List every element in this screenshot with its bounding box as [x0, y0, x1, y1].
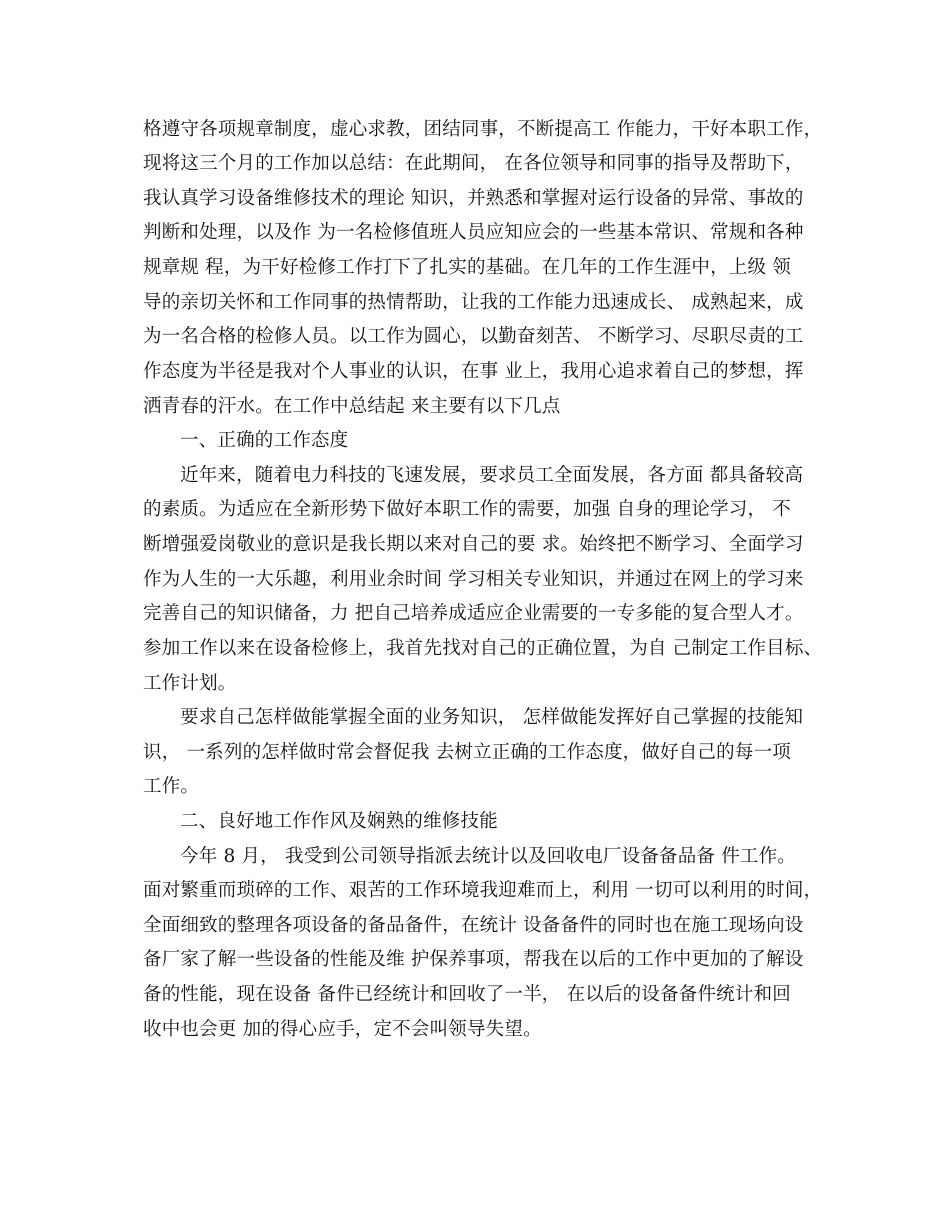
body-text-line: 全面细致的整理各项设备的备品备件，在统计 设备备件的同时也在施工现场向设	[143, 915, 804, 936]
body-text-line: 参加工作以来在设备检修上，我首先找对自己的正确位置，为自 己制定工作目标、	[143, 638, 823, 659]
section-heading: 一、正确的工作态度	[180, 430, 349, 451]
body-text-line: 判断和处理，以及作 为一名检修值班人员应知应会的一些基本常识、常规和各种	[143, 222, 804, 243]
body-text-line: 完善自己的知识储备，力 把自己培养成适应企业需要的一专多能的复合型人才。	[143, 603, 804, 624]
body-text-line: 作为人生的一大乐趣，利用业余时间 学习相关专业知识，并通过在网上的学习来	[143, 569, 804, 590]
section-heading: 二、良好地工作作风及娴熟的维修技能	[180, 811, 498, 832]
body-text-line: 规章规 程，为干好检修工作打下了扎实的基础。在几年的工作生涯中，上级 领	[143, 257, 791, 278]
body-text-line: 备的性能，现在设备 备件已经统计和回收了一半， 在以后的设备备件统计和回	[143, 984, 791, 1005]
body-text-line: 洒青春的汗水。在工作中总结起 来主要有以下几点	[143, 396, 561, 417]
body-text-line: 识， 一系列的怎样做时常会督促我 去树立正确的工作态度，做好自己的每一项	[143, 742, 791, 763]
body-text-line: 断增强爱岗敬业的意识是我长期以来对自己的要 求。始终把不断学习、全面学习	[143, 534, 804, 555]
body-text-line: 要求自己怎样做能掌握全面的业务知识， 怎样做能发挥好自己掌握的技能知	[180, 707, 804, 728]
body-text-line: 导的亲切关怀和工作同事的热情帮助，让我的工作能力迅速成长、 成熟起来，成	[143, 292, 804, 313]
body-text-line: 今年 8 月， 我受到公司领导指派去统计以及回收电厂设备备品备 件工作。	[180, 846, 796, 867]
body-text-line: 作态度为半径是我对个人事业的认识，在事 业上，我用心追求着自己的梦想，挥	[143, 361, 804, 382]
body-text-line: 备厂家了解一些设备的性能及维 护保养事项，帮我在以后的工作中更加的了解设	[143, 949, 804, 970]
body-text-line: 为一名合格的检修人员。以工作为圆心，以勤奋刻苦、 不断学习、尽职尽责的工	[143, 326, 804, 347]
body-text-line: 近年来，随着电力科技的飞速发展，要求员工全面发展，各方面 都具备较高	[180, 465, 804, 486]
body-text-line: 收中也会更 加的得心应手，定不会叫领导失望。	[143, 1019, 542, 1040]
body-text-line: 我认真学习设备维修技术的理论 知识，并熟悉和掌握对运行设备的异常、事故的	[143, 188, 804, 209]
body-text-line: 现将这三个月的工作加以总结：在此期间， 在各位领导和同事的指导及帮助下，	[143, 153, 804, 174]
body-text-line: 的素质。为适应在全新形势下做好本职工作的需要，加强 自身的理论学习， 不	[143, 499, 791, 520]
body-text-line: 工作计划。	[143, 673, 237, 694]
body-text-line: 工作。	[143, 776, 200, 797]
body-text-line: 格遵守各项规章制度，虚心求教，团结同事，不断提高工 作能力，干好本职工作，	[143, 119, 823, 140]
body-text-line: 面对繁重而琐碎的工作、艰苦的工作环境我迎难而上，利用 一切可以利用的时间，	[143, 880, 823, 901]
